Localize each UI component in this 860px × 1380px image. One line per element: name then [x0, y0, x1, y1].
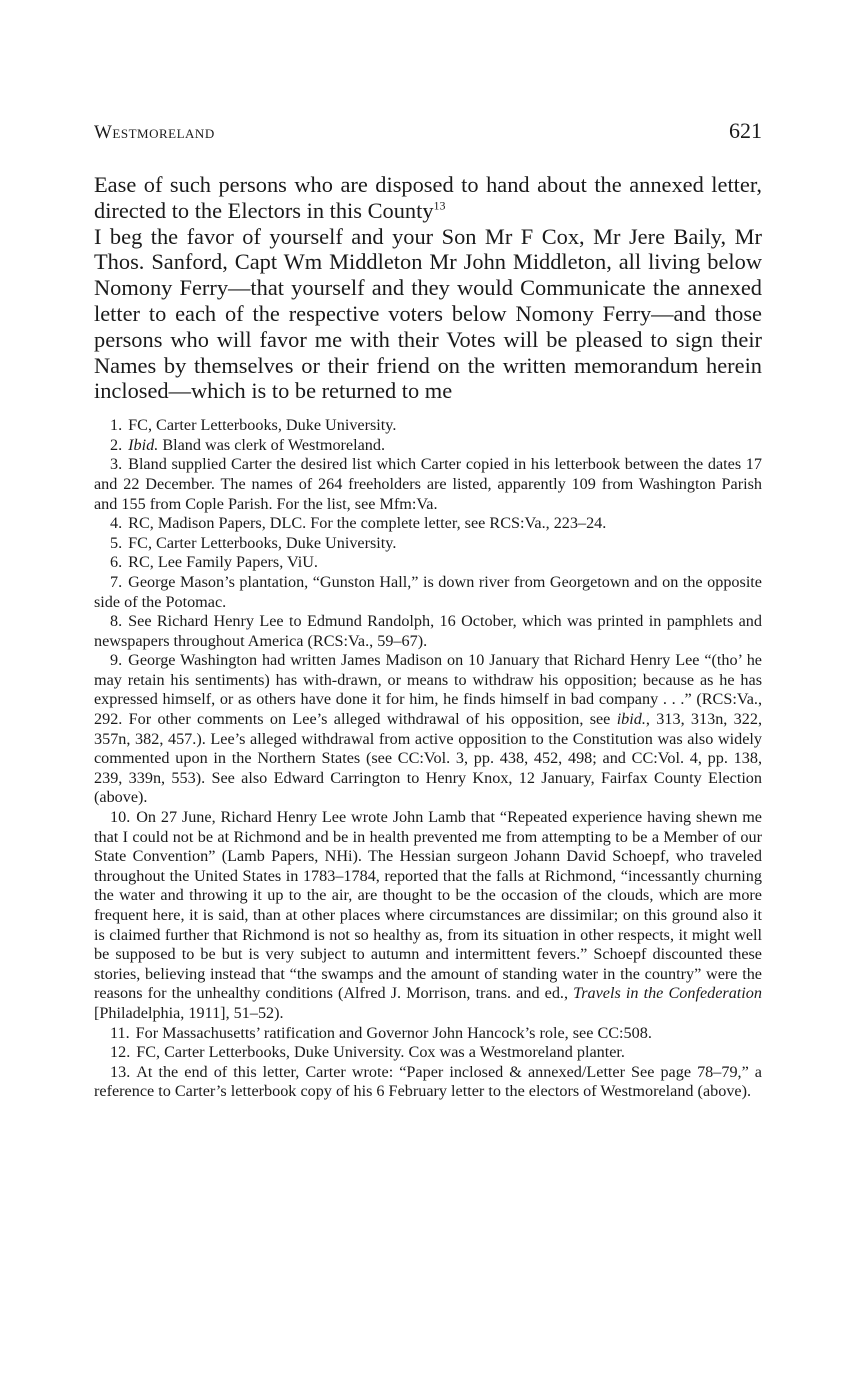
endnote-text: See Richard Henry Lee to Edmund Randolph, 16 October, which was printed in pamphlets and newspapers throughout America (RCS:Va., 59–67).	[94, 612, 762, 650]
endnote-number: 1.	[110, 416, 123, 435]
endnote-number: 2.	[110, 435, 123, 454]
endnote	[94, 573, 762, 612]
endnote-text: George Mason’s plantation, “Gunston Hall,” is down river from Georgetown and on the opposite side of the Potomac.	[94, 572, 762, 611]
endnote-text: For Massachusetts’ ratification and Governor John Hancock’s role, see CC:508.	[135, 1023, 652, 1042]
endnote-number: 10.	[110, 808, 131, 827]
endnote-text: Bland supplied Carter the desired list which Carter copied in his letterbook between the dates 17 and 22 December. The names of 264 freeholders are listed, apparently 109 from Washington Parish and 155 from Cople Parish. For the list, see Mfm:Va.	[94, 455, 762, 513]
body-paragraph-text: I beg the favor of yourself and your Son Mr F Cox, Mr Jere Baily, Mr Thos. Sanford, Capt Wm Middleton Mr John Middleton, all living below Nomony Ferry—that yourself and they would Communicate the annexed letter to each of the respective voters below Nomony Ferry—and those persons who will favor me with their Votes will be pleased to sign their Names by themselves or their friend on the written memorandum herein inclosed—which is to be returned to me	[94, 223, 762, 404]
endnote	[94, 1024, 762, 1044]
endnote	[94, 436, 762, 456]
body-paragraph	[94, 172, 762, 224]
endnote-text: , 313, 313n, 322, 357n, 382, 457.). Lee’s alleged withdrawal from active opposition to the Constitution was also widely commented upon in the Northern States (see CC:Vol. 3, pp. 438, 452, 498; and CC:Vol. 4, pp. 138, 239, 339n, 553). See also Edward Carrington to Henry Knox, 12 January, Fairfax County Election (above).	[94, 710, 763, 807]
endnote-text: On 27 June, Richard Henry Lee wrote John Lamb that “Repeated experience having shewn me that I could not be at Richmond and be in health prevented me from attempting to be a Member of our State Convention” (Lamb Papers, NHi). The Hessian surgeon Johann David Schoepf, who traveled throughout the United States in 1783–1784, reported that the falls at Richmond, “incessantly churning the water and throwing it up to the air, are thought to be the occasion of the clouds, which are more frequent here, it is said, than at other places where circumstances are dissimilar; on this ground also it is claimed further that Richmond is not so healthy as, from its situation in other respects, it might well be supposed to be but is very subject to autumn and intermittent fevers.” Schoepf discounted these stories, believing instead that “the swamps and the amount of standing water in the country” were the reasons for the unhealthy conditions (Alfred J. Morrison, trans. and ed.,	[94, 808, 762, 1003]
endnote	[94, 455, 762, 514]
endnote-text: RC, Lee Family Papers, ViU.	[128, 553, 318, 572]
endnote	[94, 808, 762, 1024]
endnote	[94, 416, 762, 436]
endnote-text: George Washington had written James Madison on 10 January that Richard Henry Lee “(tho’ he may retain his sentiments) has with-drawn, or means to withdraw his opposition; because as he has expressed himself, or as others have done it for him, he finds himself in bad company . . .” (RCS:Va., 292. For other comments on Lee’s alleged withdrawal of his opposition, see	[94, 651, 762, 729]
endnote-text: RC, Madison Papers, DLC. For the complete letter, see RCS:Va., 223–24.	[128, 514, 607, 533]
footnote-reference: 13	[433, 198, 446, 213]
endnote-number: 3.	[110, 455, 123, 474]
endnote-text: [Philadelphia, 1911], 51–52).	[94, 1003, 284, 1022]
endnote	[94, 514, 762, 534]
endnote-number: 9.	[110, 651, 123, 670]
endnote	[94, 1063, 762, 1102]
document-page	[94, 118, 762, 1102]
endnotes	[94, 416, 762, 1102]
endnote	[94, 1043, 762, 1063]
endnote-number: 6.	[110, 553, 123, 572]
endnote-number: 5.	[110, 533, 123, 552]
endnote-number: 8.	[110, 612, 123, 631]
endnote-text: At the end of this letter, Carter wrote: “Paper inclosed & annexed/Letter See page 78–79,” a reference to Carter’s letterbook copy of his 6 February letter to the electors of Westmoreland (above).	[94, 1062, 762, 1101]
running-title: Westmoreland	[94, 122, 215, 143]
endnote	[94, 534, 762, 554]
endnote-text: FC, Carter Letterbooks, Duke University.	[128, 533, 397, 552]
endnote-number: 11.	[110, 1023, 130, 1042]
endnote-number: 13.	[110, 1062, 131, 1081]
endnote-text: FC, Carter Letterbooks, Duke University. Cox was a Westmoreland planter.	[136, 1043, 625, 1062]
endnote-text: Bland was clerk of Westmoreland.	[158, 435, 386, 454]
endnote-italic: Travels in the Confederation	[573, 984, 762, 1003]
endnote	[94, 553, 762, 573]
endnote	[94, 612, 762, 651]
endnote-number: 12.	[110, 1043, 131, 1062]
body-paragraph	[94, 224, 762, 405]
endnote-italic: ibid.	[616, 710, 646, 729]
endnote-number: 7.	[110, 572, 123, 591]
running-head	[94, 118, 762, 148]
endnote-text: FC, Carter Letterbooks, Duke University.	[128, 416, 397, 435]
endnote-italic: Ibid.	[128, 435, 159, 454]
page-number: 621	[729, 118, 762, 143]
endnote-number: 4.	[110, 514, 123, 533]
body-paragraph-text: Ease of such persons who are disposed to hand about the annexed letter, directed to the Electors in this County	[94, 172, 762, 223]
letter-body	[94, 172, 762, 404]
endnote	[94, 651, 762, 808]
